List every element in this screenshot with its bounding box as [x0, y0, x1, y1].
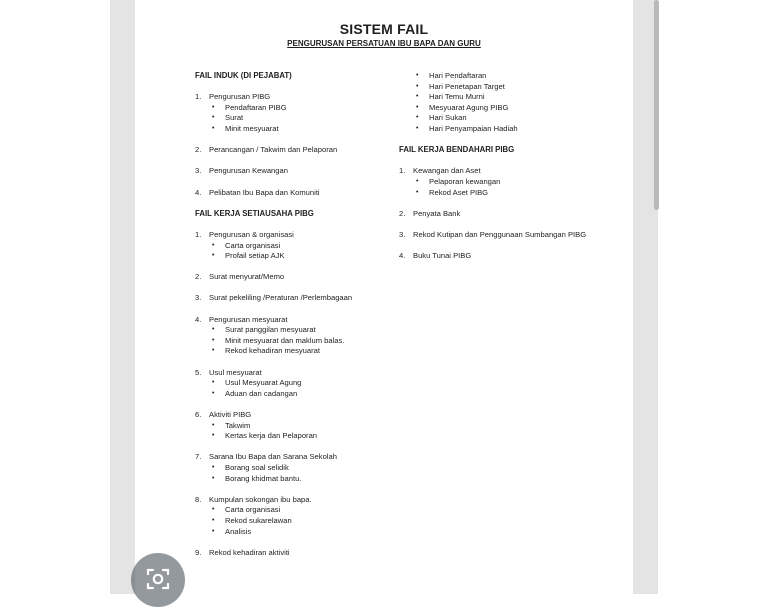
list-sub-item-text: Surat	[225, 113, 244, 123]
list-sub-item	[195, 505, 385, 516]
list-sub-item	[195, 421, 385, 432]
list-sub-item-text: Minit mesyuarat dan maklum balas.	[225, 335, 345, 345]
list-item-number: 4.	[195, 314, 202, 324]
section-heading-fail-induk: FAIL INDUK (DI PEJABAT)	[195, 71, 292, 80]
list-sub-item	[195, 431, 385, 442]
list-sub-item-text: Rekod kehadiran mesyuarat	[225, 346, 320, 356]
list-item-number: 2.	[195, 145, 202, 155]
list-item	[195, 495, 385, 506]
scrollbar[interactable]	[654, 0, 659, 210]
bullet-icon: •	[416, 114, 419, 122]
list-sub-item	[195, 124, 385, 135]
list-sub-item	[399, 92, 599, 103]
list-sub-item-text: Analisis	[225, 526, 252, 536]
list-sub-item-text: Profail setiap AJK	[225, 251, 285, 261]
list-item-text: Surat pekeliling /Peraturan /Perlembagaan	[209, 293, 353, 303]
list-item-number: 3.	[399, 229, 406, 239]
list-item	[195, 410, 385, 421]
list-item-text: Pengurusan PIBG	[209, 92, 271, 102]
bullet-icon: •	[212, 432, 215, 440]
list-item-number: 7.	[195, 452, 202, 462]
list-item	[195, 452, 385, 463]
list-item-text: Pengurusan & organisasi	[209, 229, 294, 239]
list-sub-item-text: Hari Penyampaian Hadiah	[429, 123, 518, 133]
list-sub-item-text: Takwim	[225, 420, 251, 430]
list-item	[399, 166, 599, 177]
list-item	[195, 315, 385, 326]
bullet-icon: •	[416, 177, 419, 185]
list-sub-item	[399, 71, 599, 82]
lens-search-icon	[145, 566, 171, 592]
list-sub-item-text: Pelaporan kewangan	[429, 176, 501, 186]
list-item-text: Rekod kehadiran aktiviti	[209, 547, 290, 557]
list-sub-item	[399, 113, 599, 124]
document-title: SISTEM FAIL	[339, 21, 429, 37]
list-item	[195, 92, 385, 103]
bullet-icon: •	[212, 336, 215, 344]
list-sub-item	[399, 103, 599, 114]
bullet-icon: •	[212, 252, 215, 260]
list-sub-item-text: Rekod sukarelawan	[225, 515, 292, 525]
list-item	[195, 293, 385, 304]
list-sub-item-text: Rekod Aset PIBG	[429, 187, 489, 197]
list-item-number: 1.	[195, 92, 202, 102]
bullet-icon: •	[212, 506, 215, 514]
list-sub-item	[195, 527, 385, 538]
list-sub-item	[399, 177, 599, 188]
list-item	[399, 251, 599, 262]
right-column	[399, 71, 599, 262]
list-sub-item-text: Hari Penetapan Target	[429, 81, 505, 91]
list-item	[195, 548, 385, 559]
bullet-icon: •	[416, 72, 419, 79]
list-item-text: Surat menyurat/Memo	[209, 272, 285, 282]
list-item-number: 9.	[195, 547, 202, 557]
bullet-icon: •	[212, 421, 215, 429]
list-sub-item	[399, 82, 599, 93]
list-sub-item	[195, 325, 385, 336]
list-item-text: Buku Tunai PIBG	[413, 251, 472, 261]
list-item-text: Sarana Ibu Bapa dan Sarana Sekolah	[209, 452, 337, 462]
list-item-number: 4.	[195, 187, 202, 197]
list-sub-item	[195, 336, 385, 347]
list-item-text: Pengurusan Kewangan	[209, 166, 288, 176]
list-item-text: Pengurusan mesyuarat	[209, 314, 288, 324]
list-sub-item-text: Hari Temu Murni	[429, 92, 485, 102]
bullet-icon: •	[212, 241, 215, 249]
list-sub-item-text: Pendaftaran PIBG	[225, 102, 287, 112]
bullet-icon: •	[212, 516, 215, 524]
list-sub-item	[195, 241, 385, 252]
list-sub-item-text: Borang khidmat bantu.	[225, 473, 302, 483]
list-sub-item-text: Mesyuarat Agung PIBG	[429, 102, 509, 112]
list-sub-item-text: Aduan dan cadangan	[225, 388, 298, 398]
list-item-number: 1.	[399, 166, 406, 176]
list-item-text: Rekod Kutipan dan Penggunaan Sumbangan PIBG	[413, 229, 587, 239]
list-sub-item-text: Surat panggilan mesyuarat	[225, 325, 316, 335]
section-list-bendahari	[399, 166, 599, 261]
list-item	[399, 230, 599, 241]
section-heading-setiausaha: FAIL KERJA SETIAUSAHA PIBG	[195, 208, 314, 218]
continued-bullet-list	[399, 71, 599, 135]
list-sub-item	[195, 251, 385, 262]
list-sub-item	[195, 113, 385, 124]
list-item-number: 1.	[195, 229, 202, 239]
list-item	[399, 209, 599, 220]
list-item	[195, 272, 385, 283]
list-item	[195, 145, 385, 156]
bullet-icon: •	[212, 103, 215, 111]
list-item-text: Perancangan / Takwim dan Pelaporan	[209, 145, 338, 155]
list-sub-item	[195, 346, 385, 357]
list-item-text: Penyata Bank	[413, 208, 461, 218]
list-sub-item	[195, 103, 385, 114]
bullet-icon: •	[212, 124, 215, 132]
list-sub-item-text: Carta organisasi	[225, 505, 281, 515]
bullet-icon: •	[416, 188, 419, 196]
list-item-number: 6.	[195, 410, 202, 419]
bullet-icon: •	[212, 114, 215, 122]
list-sub-item-text: Carta organisasi	[225, 240, 281, 250]
list-sub-item	[195, 516, 385, 527]
bullet-icon: •	[416, 124, 419, 132]
bullet-icon: •	[416, 103, 419, 111]
list-sub-item-text: Hari Sukan	[429, 113, 467, 123]
bullet-icon: •	[416, 82, 419, 90]
left-column	[195, 71, 385, 558]
bullet-icon: •	[212, 463, 215, 471]
list-sub-item	[195, 463, 385, 474]
list-sub-item-text: Hari Pendaftaran	[429, 71, 487, 80]
section-list-fail-induk	[195, 92, 385, 198]
bullet-icon: •	[212, 326, 215, 334]
list-sub-item-text: Borang soal selidik	[225, 462, 289, 472]
section-list-setiausaha	[195, 230, 385, 558]
list-item-number: 5.	[195, 367, 202, 377]
list-sub-item	[195, 378, 385, 389]
list-item	[195, 368, 385, 379]
list-item-text: Usul mesyuarat	[209, 367, 262, 377]
list-sub-item	[399, 188, 599, 199]
list-sub-item	[195, 389, 385, 400]
list-item-number: 2.	[195, 272, 202, 282]
bullet-icon: •	[212, 347, 215, 355]
section-heading-bendahari: FAIL KERJA BENDAHARI PIBG	[399, 145, 515, 155]
list-item-text: Kumpulan sokongan ibu bapa.	[209, 494, 312, 504]
list-item	[195, 166, 385, 177]
list-sub-item-text: Usul Mesyuarat Agung	[225, 378, 302, 388]
bullet-icon: •	[212, 474, 215, 482]
list-item-number: 3.	[195, 293, 202, 303]
list-item-text: Pelibatan Ibu Bapa dan Komuniti	[209, 187, 320, 197]
bullet-icon: •	[212, 379, 215, 387]
list-sub-item-text: Kertas kerja dan Pelaporan	[225, 431, 318, 441]
list-item-text: Kewangan dan Aset	[413, 166, 481, 176]
list-sub-item	[195, 474, 385, 485]
bullet-icon: •	[212, 389, 215, 397]
list-item-text: Aktiviti PIBG	[209, 410, 252, 419]
list-item-number: 3.	[195, 166, 202, 176]
list-item-number: 2.	[399, 208, 406, 218]
document-subtitle: PENGURUSAN PERSATUAN IBU BAPA DAN GURU	[287, 39, 481, 48]
lens-search-button[interactable]	[131, 553, 185, 607]
list-item	[195, 188, 385, 199]
list-item-number: 4.	[399, 251, 406, 261]
list-sub-item	[399, 124, 599, 135]
list-sub-item-text: Minit mesyuarat	[225, 123, 279, 133]
list-item	[195, 230, 385, 241]
bullet-icon: •	[416, 93, 419, 101]
bullet-icon: •	[212, 527, 215, 535]
list-item-number: 8.	[195, 494, 202, 504]
